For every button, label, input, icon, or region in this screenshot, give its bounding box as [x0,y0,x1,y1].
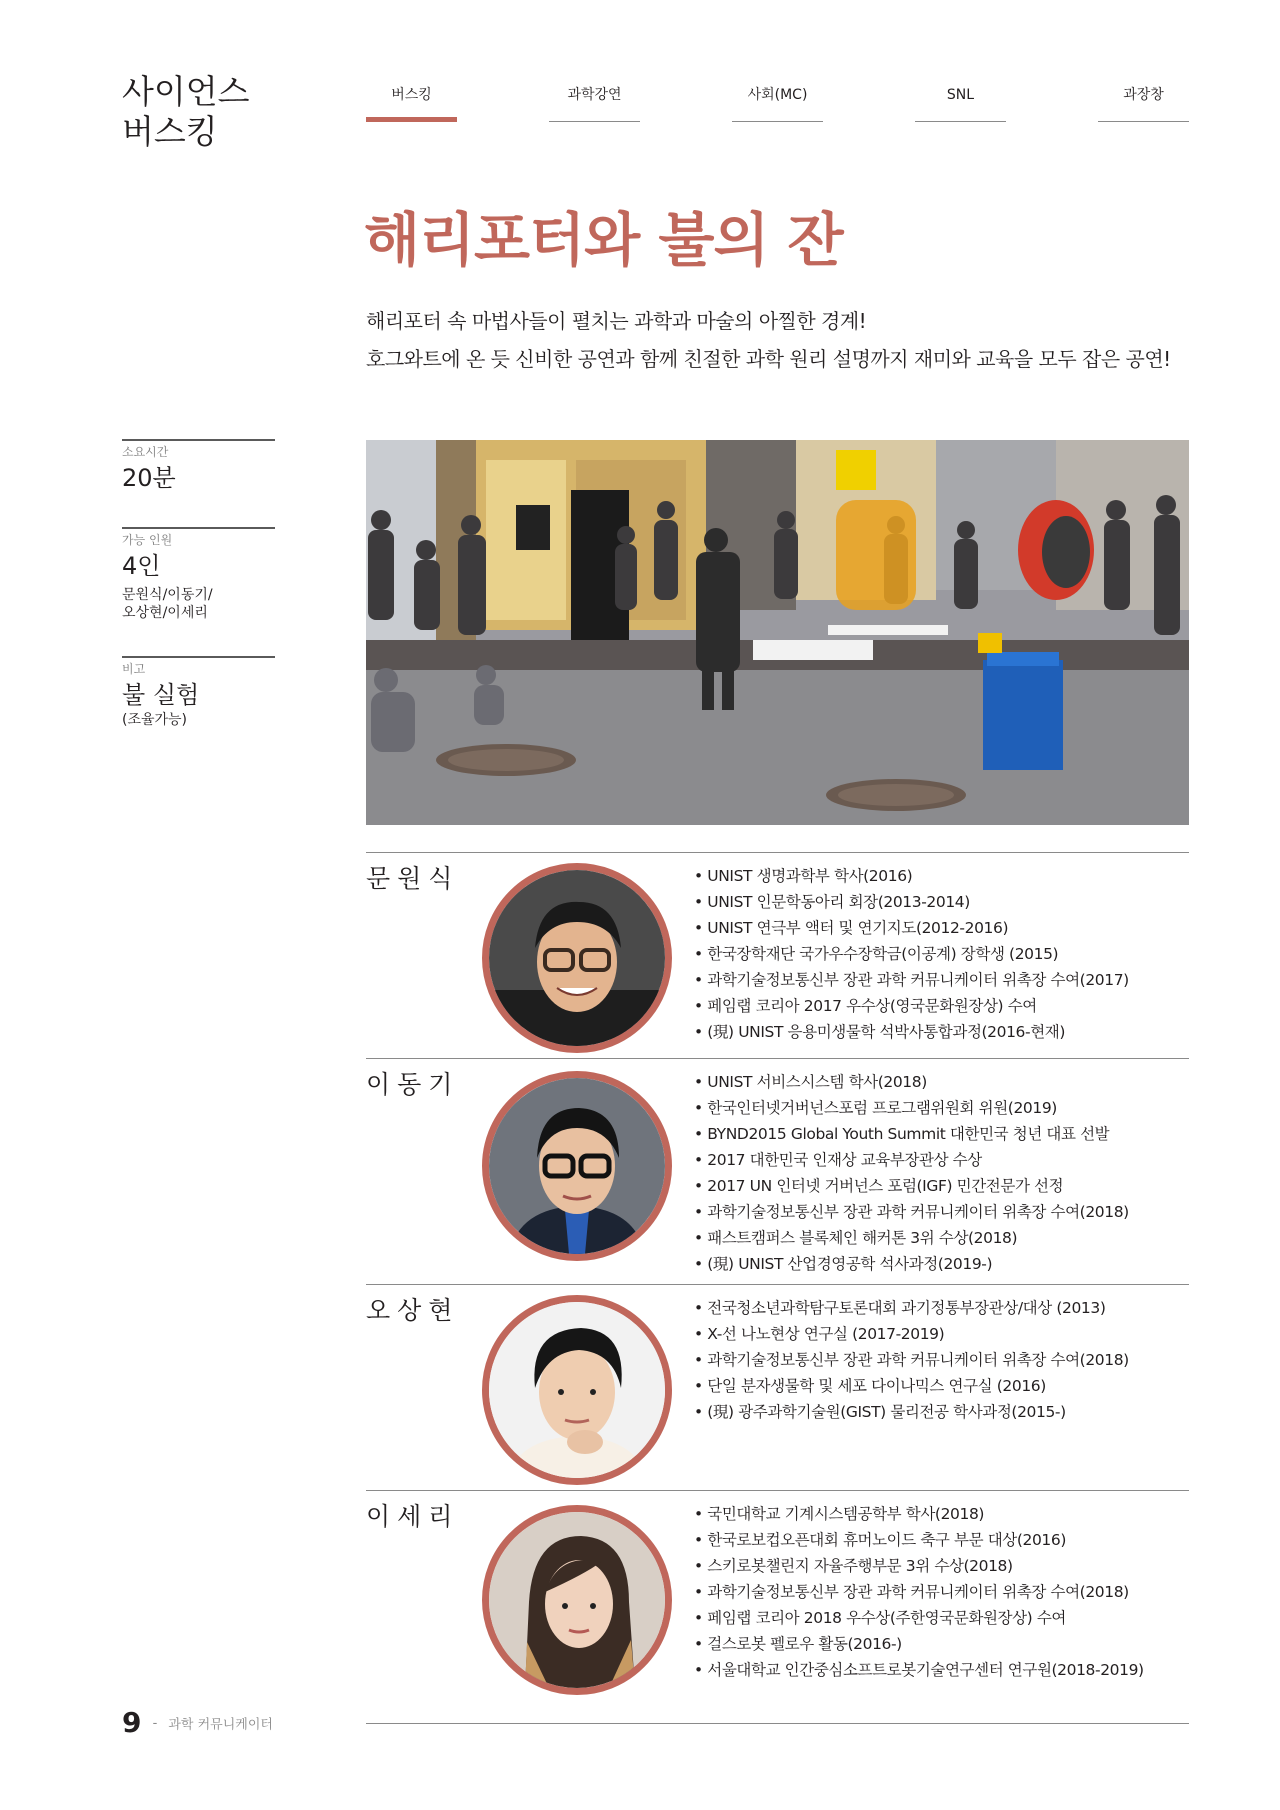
people-names-1: 문원식/이동기/ [122,587,213,603]
section-title [122,72,250,152]
portrait-icon [489,1512,665,1688]
performance-photo [366,440,1189,825]
bio-item: • UNIST 서비스시스템 학사(2018) [694,1069,1129,1095]
bio-item: • 과학기술정보통신부 장관 과학 커뮤니케이터 위촉장 수여(2017) [694,967,1129,993]
bio-item: • 과학기술정보통신부 장관 과학 커뮤니케이터 위촉장 수여(2018) [694,1579,1144,1605]
bio-item: • (現) 광주과학기술원(GIST) 물리전공 학사과정(2015-) [694,1399,1129,1425]
member-name: 문원식 [366,864,460,893]
intro-text [366,302,1171,378]
member-bio-list [694,863,1129,1045]
page-title: 해리포터와 불의 잔 [364,206,843,274]
member-card [366,852,1189,1058]
category-tabs [366,86,1189,122]
bio-item: • UNIST 인문학동아리 회장(2013-2014) [694,889,1129,915]
people-label: 가능 인원 [122,533,173,547]
bio-item: • 스키로봇챌린지 자율주행부문 3위 수상(2018) [694,1553,1144,1579]
bio-item: • 페임랩 코리아 2017 우수상(영국문화원장상) 수여 [694,993,1129,1019]
bio-item: • 과학기술정보통신부 장관 과학 커뮤니케이터 위촉장 수여(2018) [694,1347,1129,1373]
member-avatar [482,1505,672,1695]
tab-musical[interactable]: 과장창 [1098,86,1189,122]
info-people [122,527,275,622]
bio-item: • (現) UNIST 산업경영공학 석사과정(2019-) [694,1251,1129,1277]
member-card [366,1284,1189,1490]
portrait-icon [489,870,665,1046]
member-bio-list [694,1069,1129,1277]
page-number: 9 [122,1706,142,1739]
member-bio-list [694,1295,1129,1425]
note-sub: (조율가능) [122,712,188,728]
info-duration [122,439,275,494]
note-label: 비고 [122,662,146,676]
people-value: 4인 [122,552,161,580]
member-avatar [482,863,672,1053]
bio-item: • (現) UNIST 응용미생물학 석박사통합과정(2016-현재) [694,1019,1129,1045]
info-note [122,656,275,729]
bio-item: • 2017 UN 인터넷 거버넌스 포럼(IGF) 민간전문가 선정 [694,1173,1129,1199]
tab-snl[interactable]: SNL [915,86,1006,122]
bio-item: • 한국인터넷거버넌스포럼 프로그램위원회 위원(2019) [694,1095,1129,1121]
duration-value: 20분 [122,464,176,492]
bio-item: • 패스트캠퍼스 블록체인 해커톤 3위 수상(2018) [694,1225,1129,1251]
bio-item: • 한국로보컵오픈대회 휴머노이드 축구 부문 대상(2016) [694,1527,1144,1553]
member-bio-list [694,1501,1144,1683]
street-performance-illustration [366,440,1189,825]
member-avatar [482,1295,672,1485]
footer-separator: - [152,1715,158,1731]
bio-item: • 2017 대한민국 인재상 교육부장관상 수상 [694,1147,1129,1173]
member-name: 이동기 [366,1070,460,1099]
footer-text: 과학 커뮤니케이터 [168,1717,273,1733]
bio-item: • 걸스로봇 펠로우 활동(2016-) [694,1631,1144,1657]
section-title-line1: 사이언스 [122,72,250,111]
tab-busking[interactable]: 버스킹 [366,86,457,122]
duration-label: 소요시간 [122,445,169,459]
bio-item: • 단일 분자생물학 및 세포 다이나믹스 연구실 (2016) [694,1373,1129,1399]
note-value: 불 실험 [122,681,200,709]
member-name: 이세리 [366,1502,460,1531]
portrait-icon [489,1078,665,1254]
bio-item: • UNIST 연극부 액터 및 연기지도(2012-2016) [694,915,1129,941]
member-card [366,1490,1189,1722]
member-name: 오상현 [366,1296,460,1325]
bio-item: • 한국장학재단 국가우수장학금(이공계) 장학생 (2015) [694,941,1129,967]
page-footer [122,1706,273,1740]
tab-mc[interactable]: 사회(MC) [732,86,823,122]
bio-item: • 서울대학교 인간중심소프트로봇기술연구센터 연구원(2018-2019) [694,1657,1144,1683]
bio-item: • 전국청소년과학탐구토론대회 과기정통부장관상/대상 (2013) [694,1295,1129,1321]
people-names-2: 오상현/이세리 [122,605,208,621]
tab-science-lecture[interactable]: 과학강연 [549,86,640,122]
bio-item: • 국민대학교 기계시스템공학부 학사(2018) [694,1501,1144,1527]
bio-item: • UNIST 생명과학부 학사(2016) [694,863,1129,889]
bio-item: • 페임랩 코리아 2018 우수상(주한영국문화원장상) 수여 [694,1605,1144,1631]
section-title-line2: 버스킹 [122,112,218,151]
intro-line-2: 호그와트에 온 듯 신비한 공연과 함께 친절한 과학 원리 설명까지 재미와 교육을 모두 잡은 공연! [366,347,1171,371]
member-card [366,1058,1189,1284]
member-avatar [482,1071,672,1261]
bio-item: • X-선 나노현상 연구실 (2017-2019) [694,1321,1129,1347]
bio-item: • BYND2015 Global Youth Summit 대한민국 청년 대표 선발 [694,1121,1129,1147]
portrait-icon [489,1302,665,1478]
bottom-divider [366,1723,1189,1724]
bio-item: • 과학기술정보통신부 장관 과학 커뮤니케이터 위촉장 수여(2018) [694,1199,1129,1225]
intro-line-1: 해리포터 속 마법사들이 펼치는 과학과 마술의 아찔한 경계! [366,309,867,333]
